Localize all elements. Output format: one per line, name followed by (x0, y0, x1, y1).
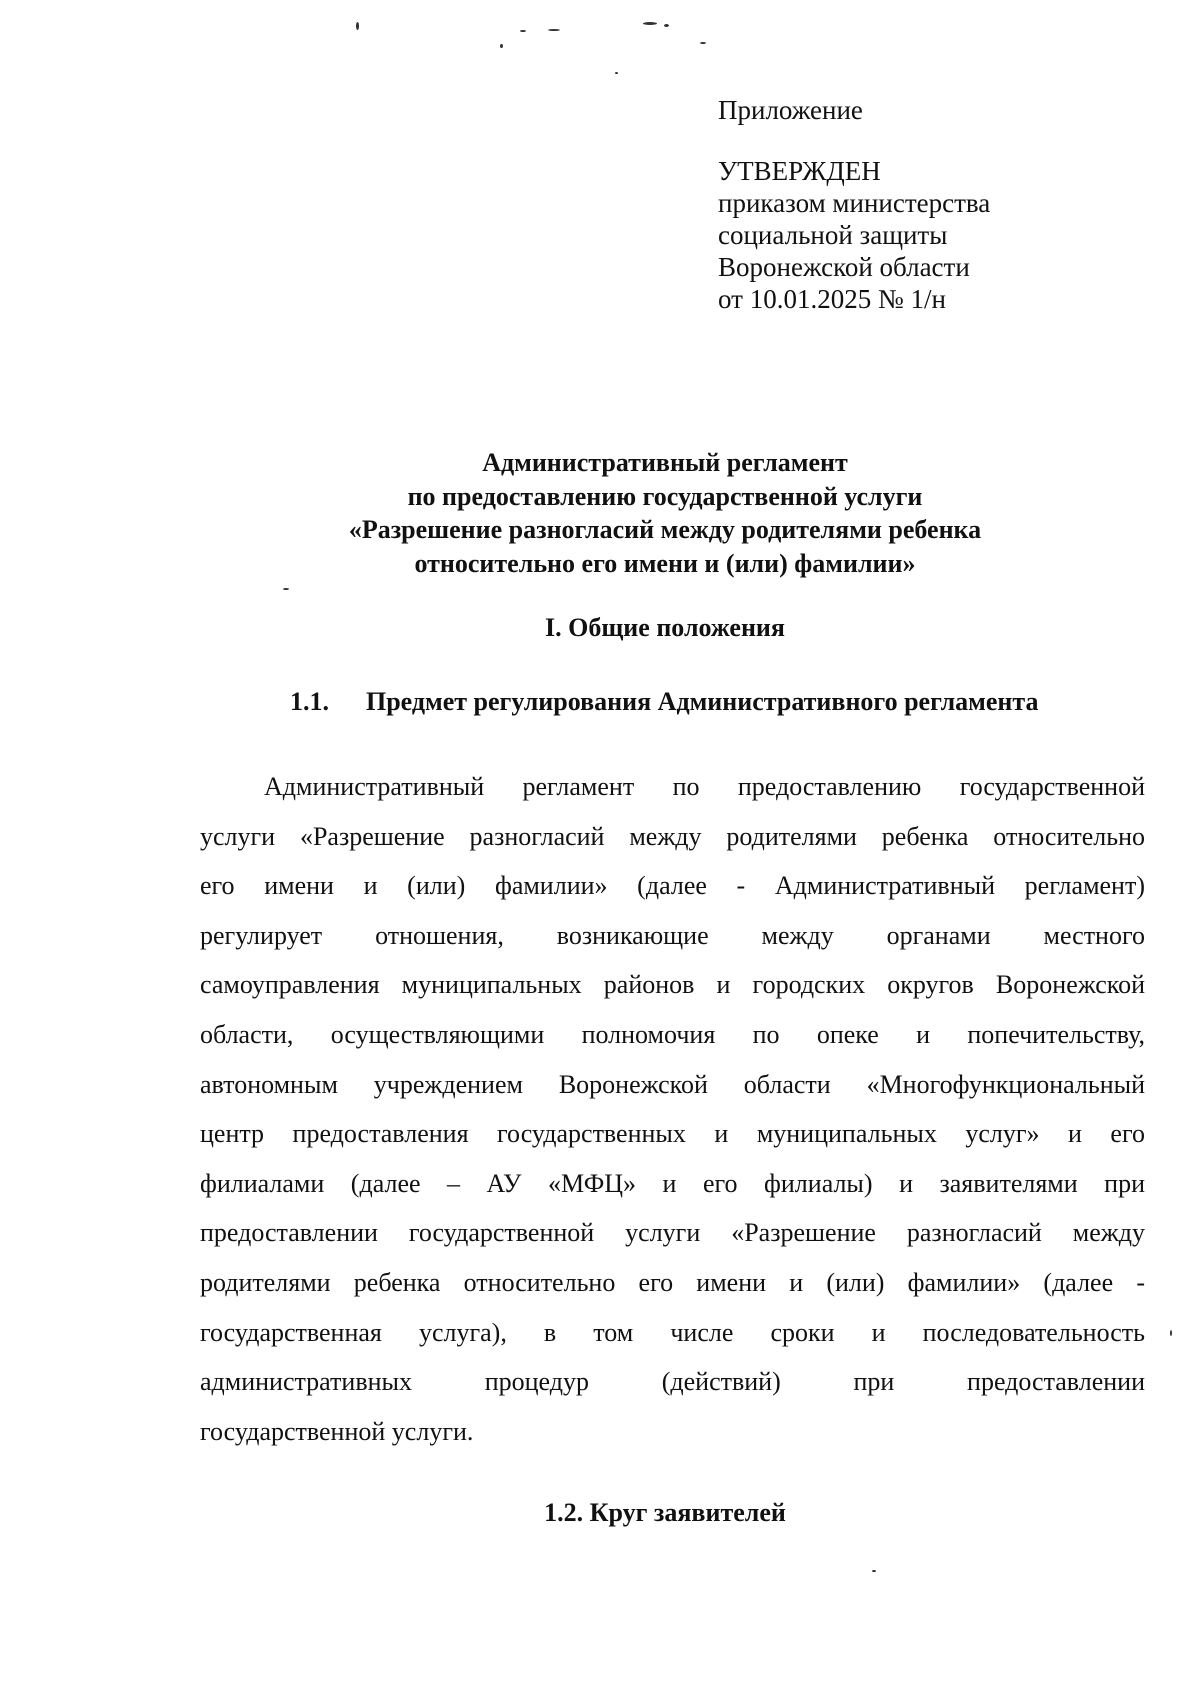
paragraph-line: центр предоставления государственных и муниципальных услуг» и его (200, 1119, 1145, 1149)
scan-speck (615, 72, 618, 74)
title-line: по предоставлению государственной услуги (407, 481, 923, 511)
subsection-title: Предмет регулирования Административного регламента (366, 687, 1039, 716)
paragraph-line: родителями ребенка относительно его имени и (или) фамилии» (далее - (200, 1267, 1145, 1297)
title-line: относительно его имени и (или) фамилии» (414, 548, 916, 578)
body-paragraph (200, 762, 1145, 1456)
paragraph-line: услуги «Разрешение разногласий между родителями ребенка относительно (200, 821, 1145, 851)
title-line: Административный регламент (482, 448, 848, 477)
title-line: «Разрешение разногласий между родителями ребенка (348, 515, 982, 544)
approval-line: приказом министерства (718, 188, 991, 218)
paragraph-line: государственная услуга), в том числе сроки и последовательность (200, 1317, 1145, 1347)
approval-block (718, 94, 1158, 315)
subsection-heading (290, 686, 1130, 718)
paragraph-line: самоуправления муниципальных районов и городских округов Воронежской (200, 970, 1145, 1000)
scan-speck (872, 1570, 876, 1572)
approval-date-line: от 10.01.2025 № 1/н (718, 284, 946, 314)
scan-speck (1170, 1330, 1172, 1336)
approval-line: социальной защиты (718, 220, 948, 250)
document-title (200, 446, 1130, 580)
paragraph-line: области, осуществляющими полномочия по опеке и попечительству, (200, 1019, 1145, 1049)
subsection-heading: 1.2. Круг заявителей (544, 1498, 786, 1527)
scan-speck (500, 44, 503, 48)
scan-speck (356, 22, 359, 30)
paragraph-line: предоставлении государственной услуги «Разрешение разногласий между (200, 1218, 1145, 1248)
approved-label: УТВЕРЖДЕН (718, 156, 881, 186)
approval-line: Воронежской области (718, 252, 970, 282)
scan-speck (643, 22, 657, 25)
scan-speck (548, 29, 560, 31)
scan-speck (520, 30, 526, 32)
subsection-number: 1.1. (290, 687, 329, 716)
paragraph-line: филиалами (далее – АУ «МФЦ» и его филиалы) и заявителями при (200, 1168, 1145, 1198)
paragraph-line: автономным учреждением Воронежской области «Многофункциональный (200, 1069, 1145, 1099)
paragraph-line: государственной услуги. (200, 1416, 474, 1446)
scan-speck (283, 588, 289, 590)
paragraph-line: его имени и (или) фамилии» (далее - Административный регламент) (200, 871, 1145, 901)
scan-speck (664, 24, 669, 27)
scan-speck (700, 42, 706, 44)
appendix-label: Приложение (718, 95, 863, 125)
paragraph-line: Административный регламент по предоставлению государственной (264, 772, 1145, 801)
paragraph-line: регулирует отношения, возникающие между органами местного (200, 920, 1145, 950)
section-heading: I. Общие положения (545, 613, 785, 642)
paragraph-line: административных процедур (действий) при предоставлении (200, 1367, 1145, 1397)
